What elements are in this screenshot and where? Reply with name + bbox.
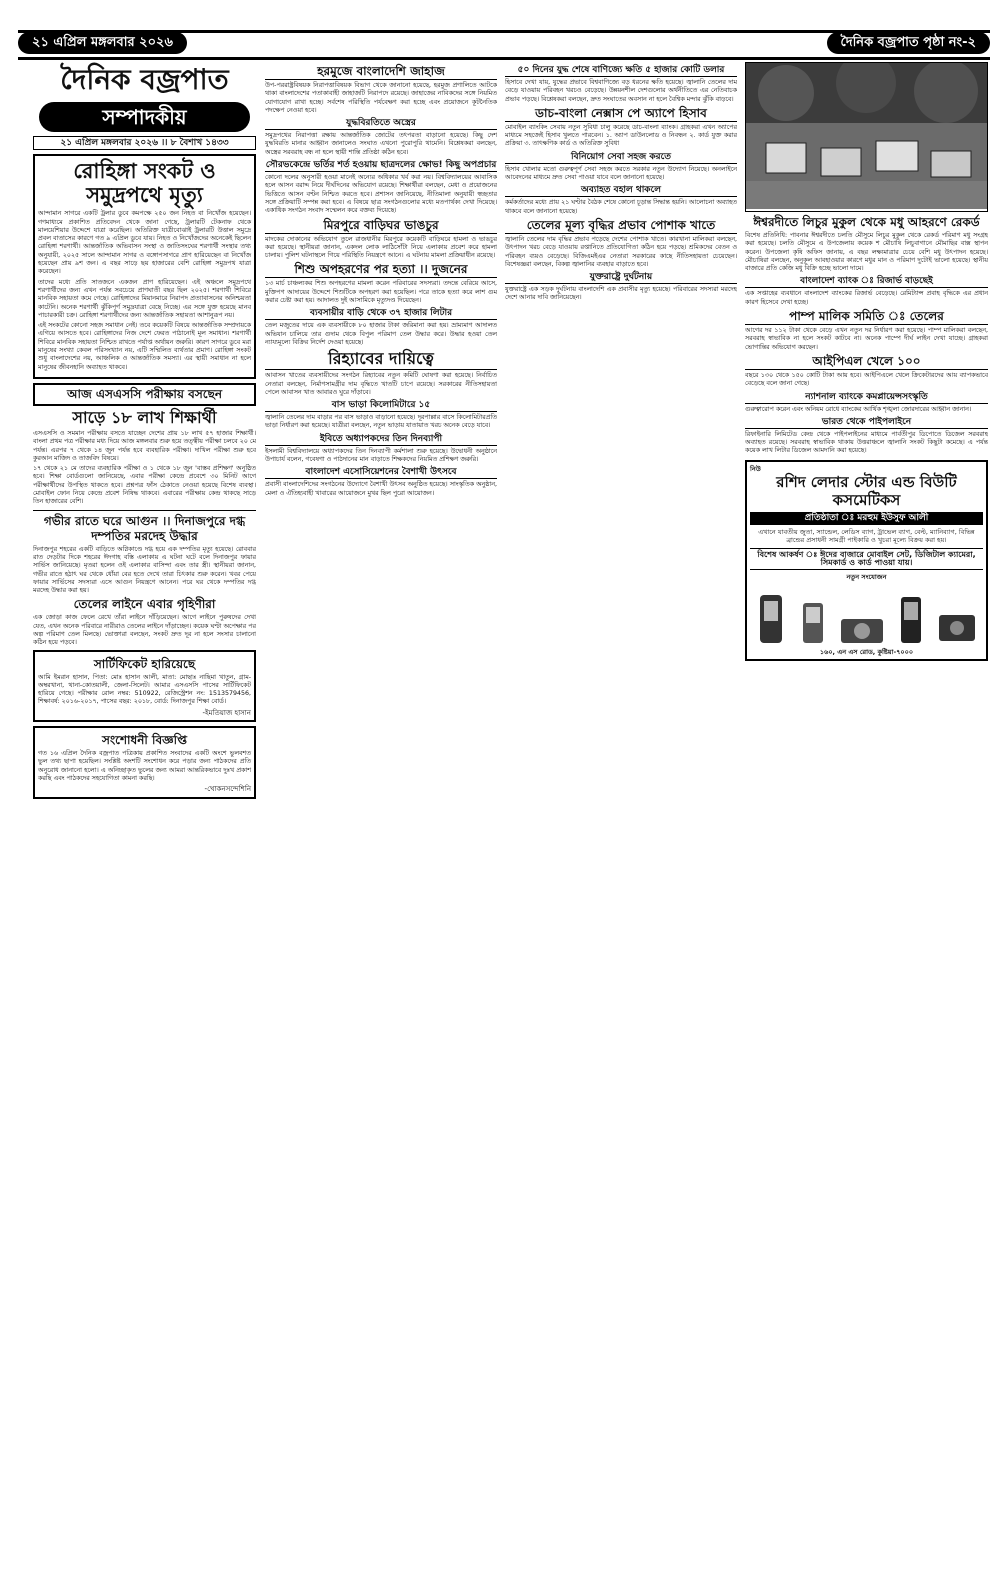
oil-queue-paragraph: এক জোড়া কাজ ফেলে রেখে তাঁরা লাইনে দাঁড়িয়েছেন। আগে লাইনে পুরুষদের দেখা যেত, এখন অনেক পরিবারে নারীরাও তেলের লাইনে দাঁড়াচ্ছেন। কয়েক ঘণ্টা অপেক্ষার পর অল্প পরিমাণ তেল মিলছে। ভোক্তারা বলছেন, সংকট দ্রুত দূর না হলে সংসার চালানো কঠিন হয়ে পড়বে। — [33, 614, 256, 647]
column-news-4 — [745, 62, 988, 1562]
article-headline: যুক্তরাষ্ট্রে দুর্ঘটনায় — [505, 271, 737, 284]
ssc-kicker: আজ এসএসসি পরীক্ষায় বসছেন — [33, 383, 256, 406]
article-headline: ঈশ্বরদীতে লিচুর মুকুল থেকে মধু আহরণে রেকর্ড — [753, 215, 980, 229]
article-headline: সৌরভকেন্দ্রে ভর্তির শর্ত হওয়ায় ছাত্রদলের ক্ষোভ! কিছু অপপ্রচার — [265, 160, 497, 171]
camera-icon — [937, 605, 977, 645]
article-body: এক সপ্তাহের ব্যবধানে বাংলাদেশ ব্যাংকের রিজার্ভ বেড়েছে। রেমিট্যান্স প্রবাহ বৃদ্ধিকে এর প্রধান কারণ হিসেবে দেখা হচ্ছে। — [745, 290, 988, 306]
article-body: আবাসন খাতের ব্যবসায়ীদের সংগঠন রিহ্যাবের নতুন কমিটি ঘোষণা করা হয়েছে। নির্বাচিত নেতারা বলছেন, নির্মাণসামগ্রীর দাম বৃদ্ধিতে খাতটি চাপে রয়েছে। সরকারের নীতিসহায়তা পেলে আবাসন খাত আবারও ঘুরে দাঁড়াবে। — [265, 372, 497, 396]
correction-notice — [33, 726, 256, 798]
fire-paragraph: দিনাজপুর শহরের একটি বাড়িতে অগ্নিকাণ্ডে দগ্ধ হয়ে এক দম্পতির মৃত্যু হয়েছে। রোববার রাত দেড়টার দিকে শহরের ঈদগাহ বস্তি এলাকায় এ ঘটনা ঘটে বলে দিনাজপুর ফায়ার সার্ভিস জানিয়েছে। মৃতরা হলেন ওই এলাকার বাসিন্দা এবং তার স্ত্রী। স্থানীয়রা জানান, গভীর রাতে হঠাৎ ঘর থেকে ধোঁয়া বের হতে দেখে তারা চিৎকার শুরু করেন। খবর পেয়ে ফায়ার সার্ভিসের সদস্যরা এসে আগুন নিয়ন্ত্রণে আনেন। পরে ঘর থেকে দম্পতির দগ্ধ মরদেহ উদ্ধার করা হয়। — [33, 545, 256, 595]
notice-body: আমি ইমরান হাসান, পিতা: মোঃ হাসান আলী, মাতা: মোছাঃ নাছিমা খাতুন, গ্রাম-অম্বরখানা, থানা-কোতয়ালী, জেলা-সিলেট। আমার এসএসসি পাসের সার্টিফিকেট হারিয়ে গেছে। পরীক্ষার রোল নম্বর: 510922, রেজিস্ট্রেশন নং: 1513579456, শিক্ষাবর্ষ: ২০১৬-২০১৭, পাসের বছর: ২০১৮, বোর্ড: দিনাজপুর শিক্ষা বোর্ড। — [38, 673, 251, 706]
article-headline: যুদ্ধবিরতিতে অস্ত্রের — [265, 117, 497, 130]
article-body: গুরুত্বারোপ করেন এবং অনিয়ম রোধে ব্যাংকের আর্থিক শৃঙ্খলা জোরদারের আহ্বান জানান। — [745, 405, 972, 413]
article-headline: অব্যাহত বহাল থাকলে — [505, 184, 737, 197]
fire-headline: গভীর রাতে ঘরে আগুন ।। দিনাজপুরে দগ্ধ দম্পতির মরদেহ উদ্ধার — [43, 513, 246, 543]
correction-headline: সংশোধনী বিজ্ঞপ্তি — [102, 733, 187, 748]
lost-certificate-notice — [33, 650, 256, 722]
notice-headline: সার্টিফিকেট হারিয়েছে — [93, 656, 196, 671]
ad-founder: প্রতিষ্ঠাতা ঃ মরহুম ইউসুফ আলী — [750, 512, 983, 524]
article-body: বছরে ১৩০ থেকে ১৫০ কোটি টাকা আয় হবে। আইপিএলে খেলে ক্রিকেটারদের আয় ব্যাপকভাবে বেড়েছে বলে জানা গেছে। — [745, 371, 988, 388]
article-headline: বাংলাদেশ ব্যাংক ঃ রিজার্ভ বাড়ছেই — [745, 275, 988, 288]
article-body: জ্বালানি তেলের দাম বাড়ার পর বাস ভাড়াও বাড়ানো হয়েছে। দূরপাল্লার বাসে কিলোমিটারপ্রতি ভাড়া নির্ধারণ করা হয়েছে। যাত্রীরা বলছেন, নতুন ভাড়ায় যাতায়াত খরচ অনেক বেড়ে যাবে। — [265, 414, 497, 430]
article-headline: ইবিতে অধ্যাপকদের তিন দিনব্যাপী — [265, 433, 497, 446]
ssc-paragraph: ১৭ থেকে ২১ মে তাদের ব্যবহারিক পরীক্ষা ও ১ থেকে ১৮ জুন 'বাস্তব প্রশিক্ষণ' অনুষ্ঠিত হবে। শিক্ষা বোর্ডগুলো জানিয়েছে, এবার পরীক্ষা কেন্দ্রে প্রবেশে ৩০ মিনিট আগে পরীক্ষার্থীদের উপস্থিত থাকতে হবে। প্রশ্নপত্র ফাঁস ঠেকাতে নেওয়া হয়েছে বিশেষ ব্যবস্থা। মোবাইল ফোন নিয়ে কেন্দ্রে প্রবেশ নিষিদ্ধ থাকবে। এবারের পরীক্ষায় কেন্দ্র থাকছে সাড়ে তিন হাজারের বেশি। — [33, 465, 256, 506]
article-headline: আইপিএল খেলে ১০০ — [745, 354, 988, 370]
fire-article — [33, 514, 256, 596]
ad-new-arrival: নতুন সংযোজন — [846, 573, 887, 582]
oil-queue-article — [33, 597, 256, 647]
article-headline: ব্যবসায়ীর বাড়ি থেকে ৩৭ হাজার লিটার — [265, 307, 497, 320]
advertisement-leather-store — [745, 460, 988, 661]
ssc-article — [33, 383, 256, 507]
ad-kicker: নিউ — [750, 464, 761, 473]
article-body: মাদকের দোকানের অভিযোগ তুলে রাজধানীর মিরপুরে কয়েকটি বাড়িঘরে হামলা ও ভাঙচুর করা হয়েছে। স্থানীয়রা জানান, একদল লোক লাঠিসোঁটা নিয়ে এলাকায় প্রবেশ করে হামলা চালায়। পুলিশ ঘটনাস্থলে গিয়ে পরিস্থিতি নিয়ন্ত্রণে আনে। এ ঘটনায় মামলা প্রক্রিয়াধীন রয়েছে। — [265, 235, 497, 260]
column-news-2 — [265, 62, 497, 1562]
editorial-date: ২১ এপ্রিল মঙ্গলবার ২০২৬ ।। ৮ বৈশাখ ১৪৩৩ — [33, 136, 256, 150]
page-header-bar — [18, 30, 990, 60]
article-body: কর্মকর্তাদের মধ্যে প্রায় ২১ ঘণ্টার বৈঠক শেষে কোনো চূড়ান্ত সিদ্ধান্ত হয়নি। আলোচনা অব্যাহত থাকবে বলে জানানো হয়েছে। — [505, 199, 737, 215]
article-headline: বাস ভাড়া কিলোমিটারে ১৫ — [265, 399, 497, 412]
article-body: তেল মজুতের দায়ে এক ব্যবসায়ীকে ৮০ হাজার টাকা জরিমানা করা হয়। ভ্রাম্যমাণ আদালত অভিযান চালিয়ে তার গুদাম থেকে বিপুল পরিমাণ তেল উদ্ধার করে। উদ্ধার হওয়া তেল ন্যায্যমূল্যে বিক্রির নির্দেশ দেওয়া হয়েছে। — [265, 322, 497, 346]
divider — [33, 510, 256, 511]
ad-title: রশিদ লেদার স্টোর এন্ড বিউটি কসমেটিকস — [776, 473, 957, 510]
article-body: মোবাইল ব্যাংকিং সেবায় নতুন সুবিধা চালু করেছে ডাচ-বাংলা ব্যাংক। গ্রাহকরা এখন অ্যাপের মাধ্যমে সহজেই হিসাব খুলতে পারবেন। ১. অ্যাপ ডাউনলোড ও নিবন্ধন ২. কার্ড যুক্ত করার প্রক্রিয়া ৩. তাৎক্ষণিক কার্ড ও অতিরিক্ত সুবিধা — [505, 123, 737, 148]
article-headline: ভারত থেকে পাইপলাইনে — [745, 416, 988, 429]
correction-body: গত ১৬ এপ্রিল দৈনিক বজ্রপাত পত্রিকায় প্রকাশিত সংবাদের একটি অংশে ভুলবশত ভুল তথ্য ছাপা হয়েছিল। সংশ্লিষ্ট অংশটি সংশোধন করে পড়ার জন্য পাঠকদের প্রতি অনুরোধ জানানো হলো। এ অনিচ্ছাকৃত ভুলের জন্য আমরা আন্তরিকভাবে দুঃখ প্রকাশ করছি এবং পাঠকদের সহযোগিতা কামনা করছি। — [38, 750, 251, 782]
article-headline: শিশু অপহরণের পর হত্যা ।। দুজনের — [265, 262, 497, 278]
mobile-phone-icon — [897, 595, 925, 645]
article-headline: পাম্প মালিক সমিতি ঃ তেলের — [745, 309, 988, 325]
article-headline: তেলের মূল্য বৃদ্ধির প্রভাব পোশাক খাতে — [505, 218, 737, 234]
article-headline: হরমুজে বাংলাদেশি জাহাজ — [265, 64, 497, 80]
ad-address: ১৬০, এন এস রোড, কুষ্টিয়া-৭০০০ — [819, 647, 914, 656]
masthead-title: দৈনিক বজ্রপাত — [60, 63, 229, 96]
editorial-paragraph: তাদের মধ্যে প্রতি সাতজনে একজন প্রাণ হারিয়েছেন। এই অঞ্চলে সমুদ্রপথে শরণার্থীদের জন্য এখন পর্যন্ত সবচেয়ে প্রাণঘাতী বছর ছিল ২০২৫। শরণার্থী শিবিরে মানবিক সহায়তা কমে গেছে। রোহিঙ্গাদের মিয়ানমারে নিরাপদ প্রত্যাবাসনের অনিশ্চয়তা কাটেনি। অনেক শরণার্থী ঝুঁকিপূর্ণ সমুদ্রযাত্রা বেছে নিচ্ছে। এর সঙ্গে যুক্ত হয়েছে মানব পাচারকারী চক্র। রোহিঙ্গা শরণার্থীদের জন্য আন্তর্জাতিক সহায়তা আশানুরূপ নয়। — [38, 278, 251, 319]
article-body: উপ-পররাষ্ট্রবিষয়ক নিরাপত্তাবিষয়ক বিভাগ থেকে জানানো হয়েছে, হরমুজ প্রণালিতে আটকে থাকা বাংলাদেশের পতাকাবাহী জাহাজটি নিরাপদে রয়েছে। জাহাজের নাবিকদের সঙ্গে নিয়মিত যোগাযোগ রাখা হচ্ছে। সর্বশেষ পরিস্থিতি পর্যবেক্ষণ করা হচ্ছে এবং প্রয়োজনে কূটনৈতিক পদক্ষেপ নেওয়া হবে। — [265, 82, 497, 114]
article-body: বিশেষ প্রতিনিধি: পাবনার ঈশ্বরদীতে চলতি মৌসুমে লিচুর মুকুল থেকে রেকর্ড পরিমাণ মধু সংগ্রহ করা হয়েছে। চলতি মৌসুমে এ উপজেলায় কয়েক শ মৌচাষি লিচুবাগানে মৌমাছির বাক্স স্থাপন করেন। উপজেলা কৃষি অফিস জানায়, এ বছর লক্ষ্যমাত্রার চেয়ে বেশি মধু উৎপাদন হয়েছে। মৌচাষিরা বলছেন, অনুকূল আবহাওয়ার কারণে মধুর মান ও পরিমাণ দুটোই ভালো হয়েছে। স্থানীয় বাজারে প্রতি কেজি মধু বিক্রি হচ্ছে ভালো দামে। — [745, 232, 988, 273]
ad-offer: বিশেষ আকর্ষণ ঃ ঈদের বাজারে মোবাইল সেট, ডিজিটাল ক্যামেরা, সিমকার্ড ও কার্ড পাওয়া যায়। — [750, 548, 983, 571]
column-news-3 — [505, 62, 737, 1562]
article-body: আগের দর ১১২ টাকা থেকে বেড়ে এখন নতুন দর নির্ধারণ করা হয়েছে। পাম্প মালিকরা বলছেন, সরবরাহ স্বাভাবিক না হলে সংকট কাটবে না। অনেক পাম্পে দীর্ঘ লাইন দেখা যাচ্ছে। গ্রাহকরা ভোগান্তির অভিযোগ করছেন। — [745, 327, 988, 351]
oil-queue-headline: তেলের লাইনে এবার গৃহিণীরা — [73, 597, 216, 612]
editorial-paragraph: এই সংকটের কোনো সহজ সমাধান নেই। তবে কয়েকটি বিষয়ে আন্তর্জাতিক সম্প্রদায়কে এগিয়ে আসতে হবে। রোহিঙ্গাদের নিজ দেশে ফেরত পাঠানোই মূল সমাধান। শরণার্থী শিবিরে মানবিক সহায়তা নিশ্চিত রাখতে পর্যাপ্ত অর্থায়ন জরুরি। কারণ সাগরে ডুবে মরা মানুষের সংখ্যা কেবল পরিসংখ্যান নয়, এটি সম্মিলিত ব্যর্থতার প্রমাণ। রোহিঙ্গা সংকট শুধু বাংলাদেশের নয়, আঞ্চলিক ও আন্তর্জাতিক সমস্যা। এর স্থায়ী সমাধান না হলে মানুষের জীবনহানি অব্যাহত থাকবে। — [38, 322, 251, 371]
ssc-headline: সাড়ে ১৮ লাখ শিক্ষার্থী — [72, 407, 217, 427]
article-headline: বিনিয়োগ সেবা সহজ করতে — [505, 151, 737, 164]
article-body: হিসাবে দেখা যায়, যুদ্ধের প্রভাবে বিশ্ববাণিজ্যে বড় ধরনের ক্ষতি হয়েছে। জ্বালানি তেলের দাম বেড়ে যাওয়ায় পরিবহন খরচও বেড়েছে। উন্নয়নশীল দেশগুলোর অর্থনীতিতে এর নেতিবাচক প্রভাব পড়ছে। বিশ্লেষকরা বলছেন, দ্রুত সংঘাতের অবসান না হলে বৈশ্বিক মন্দার ঝুঁকি বাড়বে। — [505, 79, 737, 103]
article-body: ১৩ মার্চ চাঞ্চল্যকর শিশু অপহরণের মামলা করেন পরিবারের সদস্যরা। তদন্তে বেরিয়ে আসে, মুক্তিপণ আদায়ের উদ্দেশে শিশুটিকে অপহরণ করা হয়েছিল। পরে তাকে হত্যা করে লাশ গুম করার চেষ্টা করা হয়। আদালত দুই আসামিকে মৃত্যুদণ্ড দিয়েছেন। — [265, 280, 497, 305]
section-title-editorial: সম্পাদকীয় — [39, 102, 250, 132]
camera-icon — [839, 611, 885, 645]
article-body: রিফাইনারি লিমিটেড কেন্দ্র থেকে পাইপলাইনের মাধ্যমে পার্বতীপুর ডিপোতে ডিজেল সরবরাহ অব্যাহত রয়েছে। সরবরাহ স্বাভাবিক থাকায় উত্তরাঞ্চলে জ্বালানি সংকট কিছুটা কমেছে। এ পর্যন্ত কয়েক লাখ লিটার ডিজেল আমদানি করা হয়েছে। — [745, 430, 988, 455]
mobile-phone-icon — [756, 593, 786, 645]
article-body: যুক্তরাষ্ট্রে এক সড়ক দুর্ঘটনায় বাংলাদেশি এক প্রবাসীর মৃত্যু হয়েছে। পরিবারের সদস্যরা মরদেহ দেশে আনার দাবি জানিয়েছেন। — [505, 286, 737, 302]
beekeeping-photo — [745, 62, 988, 212]
article-body: জ্বালানি তেলের দাম বৃদ্ধির প্রভাব পড়েছে দেশের পোশাক খাতে। কারখানা মালিকরা বলছেন, উৎপাদন খরচ বেড়ে যাওয়ায় রপ্তানিতে প্রতিযোগিতা কঠিন হয়ে পড়ছে। শ্রমিকদের বেতন ও পরিবহন ব্যয়ও বেড়েছে। বিজিএমইএর নেতারা সরকারের কাছে নীতিসহায়তা চেয়েছেন। বিশেষজ্ঞরা বলছেন, বিকল্প জ্বালানির ব্যবহার বাড়াতে হবে। — [505, 235, 737, 268]
article-headline: বাংলাদেশ এসোসিয়েশনের বৈশাখী উৎসবে — [265, 466, 497, 479]
notice-signature: -ইমতিয়াজ হাসান — [202, 708, 251, 717]
ad-description: এখানে যাবতীয় জুতা, স্যান্ডেল, লেডিস ব্যাগ, ট্রাভেল ব্যাগ, বেল্ট, ম্যানিব্যাগ, বিভিন্ন ব্রান্ডের প্রসাধনী সামগ্রী পাইকারি ও খুচরা মূল্যে বিক্রয় করা হয়। — [758, 527, 975, 545]
article-headline: ন্যাশনাল ব্যাংকে কমপ্লায়েন্সসংস্কৃতি — [745, 391, 988, 404]
article-body: প্রবাসী বাংলাদেশিদের সংগঠনের উদ্যোগে বৈশাখী উৎসব অনুষ্ঠিত হয়েছে। সাংস্কৃতিক অনুষ্ঠান, মেলা ও ঐতিহ্যবাহী খাবারের আয়োজনে মুখর ছিল পুরো আয়োজন। — [265, 481, 497, 497]
ssc-paragraph: এসএসসি ও সমমান পরীক্ষায় বসতে যাচ্ছেন দেশের প্রায় ১৮ লাখ ৫৭ হাজার শিক্ষার্থী। বাংলা প্রথম পত্র পরীক্ষার মধ্য দিয়ে আজ মঙ্গলবার শুরু হয়ে তত্ত্বীয় পরীক্ষা চলবে ২০ মে পর্যন্ত। এরপর ৭ থেকে ১৪ জুন পর্যন্ত হবে ব্যবহারিক পরীক্ষা। দাখিল পরীক্ষা শুরু হবে কুরআন মাজিদ ও তাজবিদ বিষয়ে। — [33, 429, 256, 462]
editorial-headline: রোহিঙ্গা সংকট ও সমুদ্রপথে মৃত্যু — [73, 159, 216, 208]
article-body: কোনো দলের অনুসারী হওয়া মানেই অন্যের অধিকার খর্ব করা নয়। বিশ্ববিদ্যালয়ের আবাসিক হলে আসন বরাদ্দ নিয়ে দীর্ঘদিনের অভিযোগ রয়েছে। শিক্ষার্থীরা বলছেন, মেধা ও প্রয়োজনের ভিত্তিতে আসন বণ্টন নিশ্চিত করতে হবে। প্রশাসন জানিয়েছে, নীতিমালা অনুযায়ী স্বচ্ছতার সঙ্গে প্রক্রিয়াটি সম্পন্ন করা হবে। এ বিষয়ে ছাত্র সংগঠনগুলোর মধ্যে মতপার্থক্য দেখা দিয়েছে। একাধিক সংগঠন সংবাদ সম্মেলন করে বক্তব্য দিয়েছে। — [265, 174, 497, 215]
correction-signature: -খোকনসন্দেশিনি — [204, 785, 251, 794]
editorial-paragraph: আন্দামান সাগরে একটি ট্রলার ডুবে কমপক্ষে ২৫০ জন নিহত বা নিখোঁজ হয়েছেন। গণমাধ্যমে প্রকাশিত প্রতিবেদন থেকে জানা গেছে, ট্রলারটি টেকনাফ থেকে মালয়েশিয়ার উদ্দেশে যাত্রা করেছিল। অতিরিক্ত যাত্রীবোঝাই ট্রলারটি উত্তাল সমুদ্রে প্রবল বাতাসের কারণে গত ৯ এপ্রিল ডুবে যায়। নিহত ও নিখোঁজদের অনেকেই ছিলেন রোহিঙ্গা শরণার্থী। আন্তর্জাতিক অভিবাসন সংস্থা ও জাতিসংঘের শরণার্থী সংস্থার তথ্য অনুযায়ী, ২০২৫ সালে আন্দামান সাগর ও বঙ্গোপসাগরে প্রাণ হারিয়েছেন বা নিখোঁজ হয়েছেন প্রায় ৯শ জন। এ বছর সাড়ে ছয় হাজারের বেশি রোহিঙ্গা সমুদ্রপথ যাত্রা করেছেন। — [38, 210, 251, 276]
article-headline: রিহ্যাবের দায়িত্বে — [265, 349, 497, 370]
header-date: ২১ এপ্রিল মঙ্গলবার ২০২৬ — [18, 32, 187, 54]
column-editorial — [33, 62, 256, 1562]
editorial-article — [33, 154, 256, 379]
article-body: হিসাব খোলার মতো গুরুত্বপূর্ণ সেবা সহজ করতে সরকার নতুন উদ্যোগ নিয়েছে। অনলাইনে আবেদনের মাধ্যমে দ্রুত সেবা পাওয়া যাবে বলে জানানো হয়েছে। — [505, 165, 737, 182]
article-headline: মিরপুরে বাড়িঘর ভাঙচুর — [265, 218, 497, 234]
header-page-number: দৈনিক বজ্রপাত পৃষ্ঠা নং-২ — [827, 32, 991, 54]
article-headline: ডাচ-বাংলা নেক্সাস পে অ্যাপে হিসাব — [505, 106, 737, 122]
ad-products — [750, 585, 983, 645]
beehive-photo-illustration — [746, 63, 987, 209]
mobile-phone-icon — [798, 601, 828, 645]
article-body: সমুদ্রপথের নিরাপত্তা রক্ষায় আন্তর্জাতিক জোটের তৎপরতা বাড়ানো হয়েছে। কিছু দেশ যুদ্ধবিরতি মানার আহ্বান জানালেও সংঘাত এখনো পুরোপুরি থামেনি। বিশ্লেষকরা বলছেন, অস্ত্রের সরবরাহ বন্ধ না হলে স্থায়ী শান্তি প্রতিষ্ঠা কঠিন হবে। — [265, 132, 497, 156]
article-body: ইসলামী বিশ্ববিদ্যালয়ে অধ্যাপকদের তিন দিনব্যাপী কর্মশালা শুরু হয়েছে। উদ্বোধনী অনুষ্ঠানে উপাচার্য বলেন, গবেষণা ও পাঠদানের মান বাড়াতে শিক্ষকদের নিয়মিত প্রশিক্ষণ জরুরি। — [265, 447, 497, 464]
article-headline: ৫০ দিনের যুদ্ধ শেষে বাণিজ্যে ক্ষতি ৫ হাজার কোটি ডলার — [505, 64, 737, 77]
